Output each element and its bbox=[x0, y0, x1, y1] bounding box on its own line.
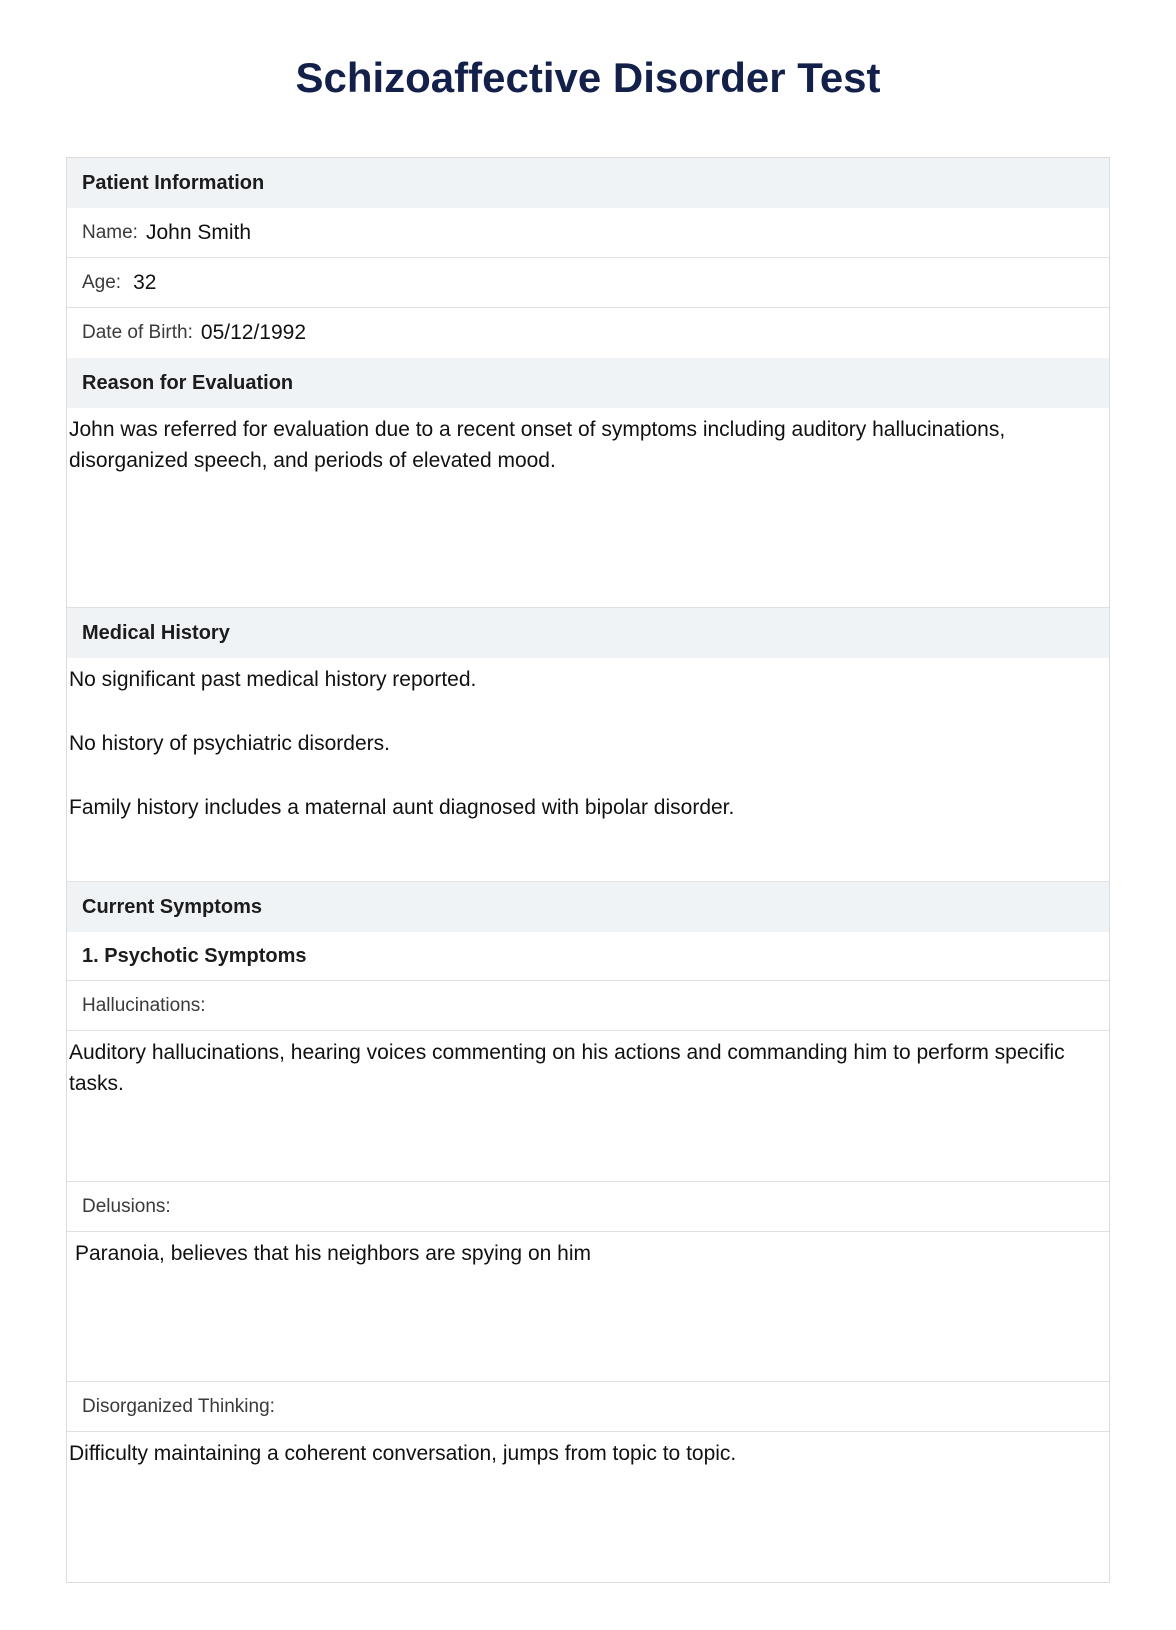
age-field[interactable] bbox=[67, 258, 1109, 308]
name-value[interactable]: John Smith bbox=[145, 220, 252, 244]
page-title: Schizoaffective Disorder Test bbox=[295, 54, 881, 101]
disorganized-thinking-text-area[interactable] bbox=[67, 1432, 1109, 1582]
hallucinations-text: Auditory hallucinations, hearing voices commenting on his actions and commanding him to perform specific tasks. bbox=[69, 1041, 1065, 1095]
delusions-label: Delusions: bbox=[67, 1182, 1109, 1232]
reason-for-evaluation-text-area[interactable] bbox=[67, 408, 1109, 608]
disorganized-thinking-text: Difficulty maintaining a coherent conversation, jumps from topic to topic. bbox=[69, 1442, 737, 1465]
medical-history-text-area[interactable] bbox=[67, 658, 1109, 882]
disorganized-thinking-label: Disorganized Thinking: bbox=[67, 1382, 1109, 1432]
medical-history-line: Family history includes a maternal aunt diagnosed with bipolar disorder. bbox=[69, 796, 735, 819]
dob-label: Date of Birth: bbox=[82, 322, 193, 343]
medical-history-line: No history of psychiatric disorders. bbox=[69, 732, 390, 755]
psychotic-symptoms-header: 1. Psychotic Symptoms bbox=[67, 932, 1109, 981]
age-label: Age: bbox=[82, 271, 122, 293]
medical-history-header: Medical History bbox=[67, 608, 1109, 658]
current-symptoms-header: Current Symptoms bbox=[67, 882, 1109, 932]
age-value[interactable]: 32 bbox=[133, 270, 157, 294]
delusions-text-area[interactable] bbox=[67, 1232, 1109, 1382]
hallucinations-label: Hallucinations: bbox=[67, 981, 1109, 1031]
medical-history-line: No significant past medical history reported. bbox=[69, 668, 477, 691]
delusions-text: Paranoia, believes that his neighbors are spying on him bbox=[75, 1242, 591, 1265]
patient-information-header: Patient Information bbox=[67, 158, 1109, 208]
dob-value[interactable]: 05/12/1992 bbox=[200, 321, 306, 344]
hallucinations-text-area[interactable] bbox=[67, 1031, 1109, 1182]
name-label: Name: bbox=[82, 221, 138, 243]
reason-for-evaluation-text: John was referred for evaluation due to a recent onset of symptoms including auditory hallucinations, disorganized speech, and periods of elevated mood. bbox=[69, 418, 1006, 472]
reason-for-evaluation-header: Reason for Evaluation bbox=[67, 358, 1109, 408]
name-field[interactable] bbox=[67, 208, 1109, 258]
dob-field[interactable] bbox=[67, 308, 1109, 358]
evaluation-form bbox=[66, 157, 1110, 1583]
